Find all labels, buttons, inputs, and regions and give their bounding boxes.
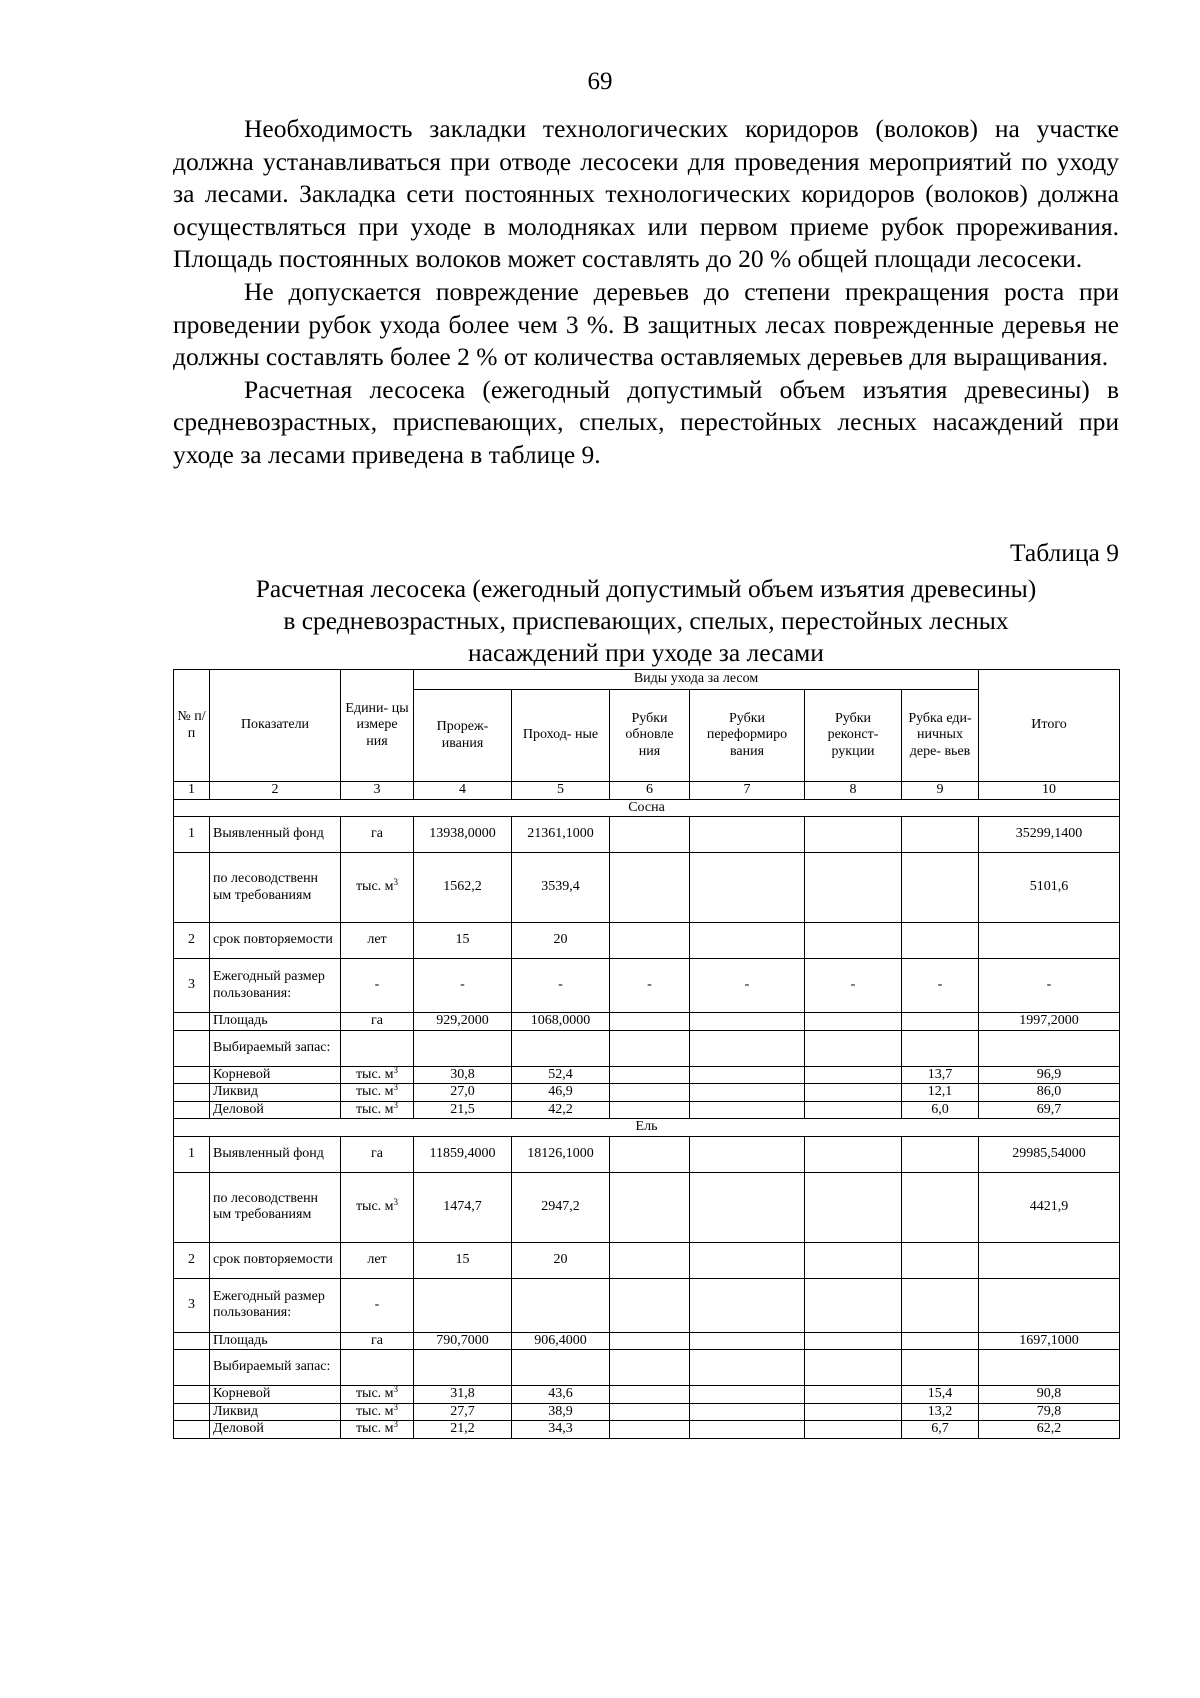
cell-value (610, 1084, 690, 1102)
cell-value (610, 1013, 690, 1031)
row-number: 2 (174, 1242, 210, 1278)
unit-text: га (371, 1145, 383, 1161)
cell-value (690, 1084, 805, 1102)
cell-value: 13938,0000 (414, 817, 512, 853)
unit-text: тыс. м (355, 1386, 394, 1401)
row-indicator: Ежегодный размер пользования: (210, 1278, 341, 1332)
row-indicator: Деловой (210, 1101, 341, 1119)
table-row (174, 1101, 1120, 1119)
cell-value (902, 817, 979, 853)
logging-table (173, 669, 1120, 1439)
column-number: 4 (414, 782, 512, 800)
section-row (174, 1119, 1120, 1137)
row-indicator: Ликвид (210, 1084, 341, 1102)
cell-value (979, 1278, 1120, 1332)
cell-value (805, 1030, 902, 1066)
unit-text: тыс. м (355, 1066, 394, 1082)
cell-value: 15 (414, 923, 512, 959)
cell-value: 34,3 (512, 1421, 610, 1439)
cell-value (610, 1066, 690, 1084)
row-indicator: Деловой (210, 1421, 341, 1439)
row-indicator: Выбираемый запас: (210, 1350, 341, 1386)
cell-value: 1697,1000 (979, 1332, 1120, 1350)
row-unit (341, 817, 414, 853)
header-num: № п/ п (174, 670, 210, 782)
cell-value: - (690, 959, 805, 1013)
cell-value: 29985,54000 (979, 1136, 1120, 1172)
cell-value (805, 1013, 902, 1031)
cell-value (902, 1030, 979, 1066)
cell-value: 38,9 (512, 1403, 610, 1421)
row-indicator: Выявленный фонд (210, 1136, 341, 1172)
cell-value (690, 1242, 805, 1278)
column-number: 3 (341, 782, 414, 800)
row-number: 1 (174, 817, 210, 853)
cell-value (690, 1172, 805, 1242)
cell-value (805, 1421, 902, 1439)
cell-value: 20 (512, 923, 610, 959)
row-unit (341, 1350, 414, 1386)
column-number: 6 (610, 782, 690, 800)
row-unit (341, 1030, 414, 1066)
cell-value: 86,0 (979, 1084, 1120, 1102)
cell-value (610, 1278, 690, 1332)
cell-value: 11859,4000 (414, 1136, 512, 1172)
cell-value (690, 923, 805, 959)
row-number (174, 1403, 210, 1421)
row-unit (341, 853, 414, 923)
row-unit (341, 1421, 414, 1439)
row-unit (341, 959, 414, 1013)
cell-value (805, 1066, 902, 1084)
column-numbers-row (174, 782, 1120, 800)
cell-value: 13,7 (902, 1066, 979, 1084)
row-unit (341, 923, 414, 959)
unit-text: га (371, 1013, 383, 1028)
header-indicator: Показатели (210, 670, 341, 782)
column-number: 5 (512, 782, 610, 800)
cell-value (805, 1242, 902, 1278)
cell-value: 20 (512, 1242, 610, 1278)
unit-superscript: 3 (393, 1101, 399, 1110)
column-number: 2 (210, 782, 341, 800)
unit-superscript: 3 (393, 1420, 399, 1429)
table-row (174, 1242, 1120, 1278)
paragraph: Необходимость закладки технологических коридоров (волоков) на участке должна устанавливаться при отводе лесосеки для проведения мероприятий по уходу за лесами. Закладка сети постоянных технологических коридоров (волоков) должна осуществляться при уходе в молодняках или первом приеме рубок прореживания. Площадь постоянных волоков может составлять до 20 % общей площади лесосеки. (173, 114, 1119, 274)
cell-value: - (805, 959, 902, 1013)
row-number (174, 1013, 210, 1031)
cell-value (902, 853, 979, 923)
cell-value (610, 1350, 690, 1386)
cell-value (610, 923, 690, 959)
row-unit (341, 1101, 414, 1119)
cell-value (414, 1350, 512, 1386)
cell-value: 4421,9 (979, 1172, 1120, 1242)
cell-value: 69,7 (979, 1101, 1120, 1119)
row-unit (341, 1386, 414, 1404)
table-row (174, 1386, 1120, 1404)
table-title-line: в средневозрастных, приспевающих, спелых, перестойных лесных (283, 606, 1009, 635)
table-row (174, 1278, 1120, 1332)
cell-value (512, 1350, 610, 1386)
cell-value (610, 817, 690, 853)
unit-text: тыс. м (355, 1101, 394, 1117)
cell-value: 43,6 (512, 1386, 610, 1404)
row-number (174, 1332, 210, 1350)
column-number: 7 (690, 782, 805, 800)
row-number (174, 1386, 210, 1404)
row-indicator: Выявленный фонд (210, 817, 341, 853)
cell-value (805, 1278, 902, 1332)
cell-value (902, 1350, 979, 1386)
row-number (174, 1030, 210, 1066)
cell-value: 42,2 (512, 1101, 610, 1119)
cell-value (610, 1172, 690, 1242)
column-number: 10 (979, 782, 1120, 800)
row-unit (341, 1136, 414, 1172)
cell-value (610, 1386, 690, 1404)
row-number (174, 1172, 210, 1242)
cell-value (610, 1403, 690, 1421)
row-unit (341, 1084, 414, 1102)
cell-value: 21361,1000 (512, 817, 610, 853)
cell-value: 6,0 (902, 1101, 979, 1119)
cell-value (690, 1332, 805, 1350)
cell-value (610, 1332, 690, 1350)
header-passing: Проход- ные (512, 690, 610, 782)
row-indicator: Площадь (210, 1332, 341, 1350)
table-row (174, 1350, 1120, 1386)
cell-value (690, 817, 805, 853)
cell-value (805, 853, 902, 923)
unit-superscript: 3 (393, 1403, 399, 1412)
cell-value: 12,1 (902, 1084, 979, 1102)
row-number (174, 1101, 210, 1119)
cell-value: 6,7 (902, 1421, 979, 1439)
cell-value (512, 1030, 610, 1066)
cell-value (690, 1136, 805, 1172)
row-number: 1 (174, 1136, 210, 1172)
cell-value: - (979, 959, 1120, 1013)
cell-value: 52,4 (512, 1066, 610, 1084)
cell-value (690, 1101, 805, 1119)
cell-value: 21,2 (414, 1421, 512, 1439)
table-row (174, 1172, 1120, 1242)
cell-value: 13,2 (902, 1403, 979, 1421)
column-number: 9 (902, 782, 979, 800)
cell-value: - (414, 959, 512, 1013)
cell-value (805, 923, 902, 959)
cell-value (610, 1136, 690, 1172)
cell-value: 15 (414, 1242, 512, 1278)
row-unit (341, 1066, 414, 1084)
unit-superscript: 3 (393, 1066, 399, 1075)
row-indicator: срок повторяемости (210, 1242, 341, 1278)
cell-value: 929,2000 (414, 1013, 512, 1031)
paragraph: Расчетная лесосека (ежегодный допустимый объем изъятия древесины) в средневозрастных, приспевающих, спелых, перестойных лесных насаждений при уходе за лесами приведена в таблице 9. (173, 374, 1119, 469)
unit-superscript: 3 (393, 1385, 399, 1394)
unit-text: лет (367, 1251, 387, 1267)
table-row (174, 1066, 1120, 1084)
row-number (174, 853, 210, 923)
cell-value: 27,0 (414, 1084, 512, 1102)
row-number (174, 1421, 210, 1439)
cell-value: - (512, 959, 610, 1013)
cell-value (610, 1421, 690, 1439)
cell-value (414, 1030, 512, 1066)
cell-value: 62,2 (979, 1421, 1120, 1439)
cell-value (805, 817, 902, 853)
table-title (173, 573, 1119, 669)
cell-value: 1068,0000 (512, 1013, 610, 1031)
unit-text: га (371, 1332, 383, 1348)
cell-value (610, 1242, 690, 1278)
row-unit (341, 1172, 414, 1242)
unit-text: тыс. м (355, 1198, 394, 1214)
row-indicator: по лесоводственн ым требованиям (210, 853, 341, 923)
cell-value (690, 1013, 805, 1031)
unit-text: га (371, 826, 383, 842)
cell-value: 906,4000 (512, 1332, 610, 1350)
row-number: 3 (174, 1278, 210, 1332)
row-unit (341, 1242, 414, 1278)
table-row (174, 853, 1120, 923)
row-unit (341, 1332, 414, 1350)
cell-value (690, 853, 805, 923)
table-title-line: Расчетная лесосека (ежегодный допустимый объем изъятия древесины) (255, 574, 1037, 603)
cell-value (690, 1386, 805, 1404)
cell-value (690, 1403, 805, 1421)
section-name: Сосна (174, 799, 1120, 817)
cell-value (805, 1332, 902, 1350)
column-number: 1 (174, 782, 210, 800)
cell-value (805, 1101, 902, 1119)
unit-text: тыс. м (355, 879, 394, 895)
unit-text: тыс. м (355, 1084, 394, 1099)
cell-value: 15,4 (902, 1386, 979, 1404)
unit-superscript: 3 (393, 877, 399, 888)
cell-value (610, 1030, 690, 1066)
header-total: Итого (979, 670, 1120, 782)
row-unit (341, 1013, 414, 1031)
row-number: 3 (174, 959, 210, 1013)
cell-value (512, 1278, 610, 1332)
cell-value: 1474,7 (414, 1172, 512, 1242)
table-row (174, 1403, 1120, 1421)
cell-value (979, 1030, 1120, 1066)
cell-value (610, 1101, 690, 1119)
row-indicator: Ликвид (210, 1403, 341, 1421)
cell-value: 30,8 (414, 1066, 512, 1084)
paragraph: Не допускается повреждение деревьев до степени прекращения роста при проведении рубок ухода более чем 3 %. В защитных лесах поврежденные деревья не должны составлять более 2 % от количества оставляемых деревьев для выращивания. (173, 276, 1119, 372)
header-reform: Рубки переформиро вания (690, 690, 805, 782)
cell-value (805, 1403, 902, 1421)
row-unit (341, 1278, 414, 1332)
cell-value (414, 1278, 512, 1332)
row-unit (341, 1403, 414, 1421)
cell-value (979, 1242, 1120, 1278)
page-number: 69 (587, 68, 613, 95)
cell-value: 790,7000 (414, 1332, 512, 1350)
section-row (174, 799, 1120, 817)
table-row (174, 959, 1120, 1013)
cell-value: 3539,4 (512, 853, 610, 923)
cell-value: 18126,1000 (512, 1136, 610, 1172)
cell-value (690, 1350, 805, 1386)
unit-text: тыс. м (355, 1403, 394, 1419)
table-row (174, 1030, 1120, 1066)
row-indicator: Ежегодный размер пользования: (210, 959, 341, 1013)
cell-value: 1997,2000 (979, 1013, 1120, 1031)
unit-text: тыс. м (355, 1421, 394, 1436)
cell-value (902, 1013, 979, 1031)
table-row (174, 817, 1120, 853)
cell-value (690, 1421, 805, 1439)
table-row (174, 923, 1120, 959)
unit-superscript: 3 (393, 1083, 399, 1092)
table-row (174, 1084, 1120, 1102)
table-row (174, 1013, 1120, 1031)
row-indicator: Площадь (210, 1013, 341, 1031)
header-renewal: Рубки обновле ния (610, 690, 690, 782)
row-indicator: по лесоводственн ым требованиям (210, 1172, 341, 1242)
row-indicator: Корневой (210, 1386, 341, 1404)
cell-value: 2947,2 (512, 1172, 610, 1242)
section-name: Ель (174, 1119, 1120, 1137)
cell-value (690, 1030, 805, 1066)
row-number (174, 1084, 210, 1102)
header-group: Виды ухода за лесом (414, 670, 979, 690)
table-row (174, 1421, 1120, 1439)
body-text (173, 113, 1119, 472)
cell-value (902, 1242, 979, 1278)
cell-value (690, 1278, 805, 1332)
cell-value (805, 1136, 902, 1172)
table-title-line: насаждений при уходе за лесами (468, 638, 824, 667)
unit-text: - (374, 1296, 380, 1312)
table-label: Таблица 9 (1009, 538, 1119, 567)
row-indicator: срок повторяемости (210, 923, 341, 959)
cell-value (902, 1278, 979, 1332)
cell-value (979, 923, 1120, 959)
column-number: 8 (805, 782, 902, 800)
cell-value (805, 1386, 902, 1404)
row-indicator: Выбираемый запас: (210, 1030, 341, 1066)
header-unit: Едини- цы измере ния (341, 670, 414, 782)
cell-value (805, 1172, 902, 1242)
cell-value (610, 853, 690, 923)
cell-value: 31,8 (414, 1386, 512, 1404)
unit-text: лет (367, 932, 387, 948)
cell-value: 5101,6 (979, 853, 1120, 923)
cell-value: - (902, 959, 979, 1013)
cell-value: 79,8 (979, 1403, 1120, 1421)
header-thinning: Прореж- ивания (414, 690, 512, 782)
row-indicator: Корневой (210, 1066, 341, 1084)
cell-value (902, 1172, 979, 1242)
row-number: 2 (174, 923, 210, 959)
cell-value: - (610, 959, 690, 1013)
cell-value: 21,5 (414, 1101, 512, 1119)
cell-value (805, 1350, 902, 1386)
header-single-trees: Рубка еди- ничных дере- вьев (902, 690, 979, 782)
cell-value: 96,9 (979, 1066, 1120, 1084)
cell-value (902, 923, 979, 959)
cell-value (902, 1332, 979, 1350)
cell-value: 90,8 (979, 1386, 1120, 1404)
cell-value: 46,9 (512, 1084, 610, 1102)
cell-value (805, 1084, 902, 1102)
unit-text: - (374, 977, 380, 993)
table-row (174, 1332, 1120, 1350)
cell-value (690, 1066, 805, 1084)
row-number (174, 1350, 210, 1386)
cell-value: 1562,2 (414, 853, 512, 923)
cell-value (979, 1350, 1120, 1386)
cell-value (902, 1136, 979, 1172)
cell-value: 35299,1400 (979, 817, 1120, 853)
table-row (174, 1136, 1120, 1172)
cell-value: 27,7 (414, 1403, 512, 1421)
unit-superscript: 3 (393, 1196, 399, 1207)
header-reconstruction: Рубки реконст- рукции (805, 690, 902, 782)
row-number (174, 1066, 210, 1084)
